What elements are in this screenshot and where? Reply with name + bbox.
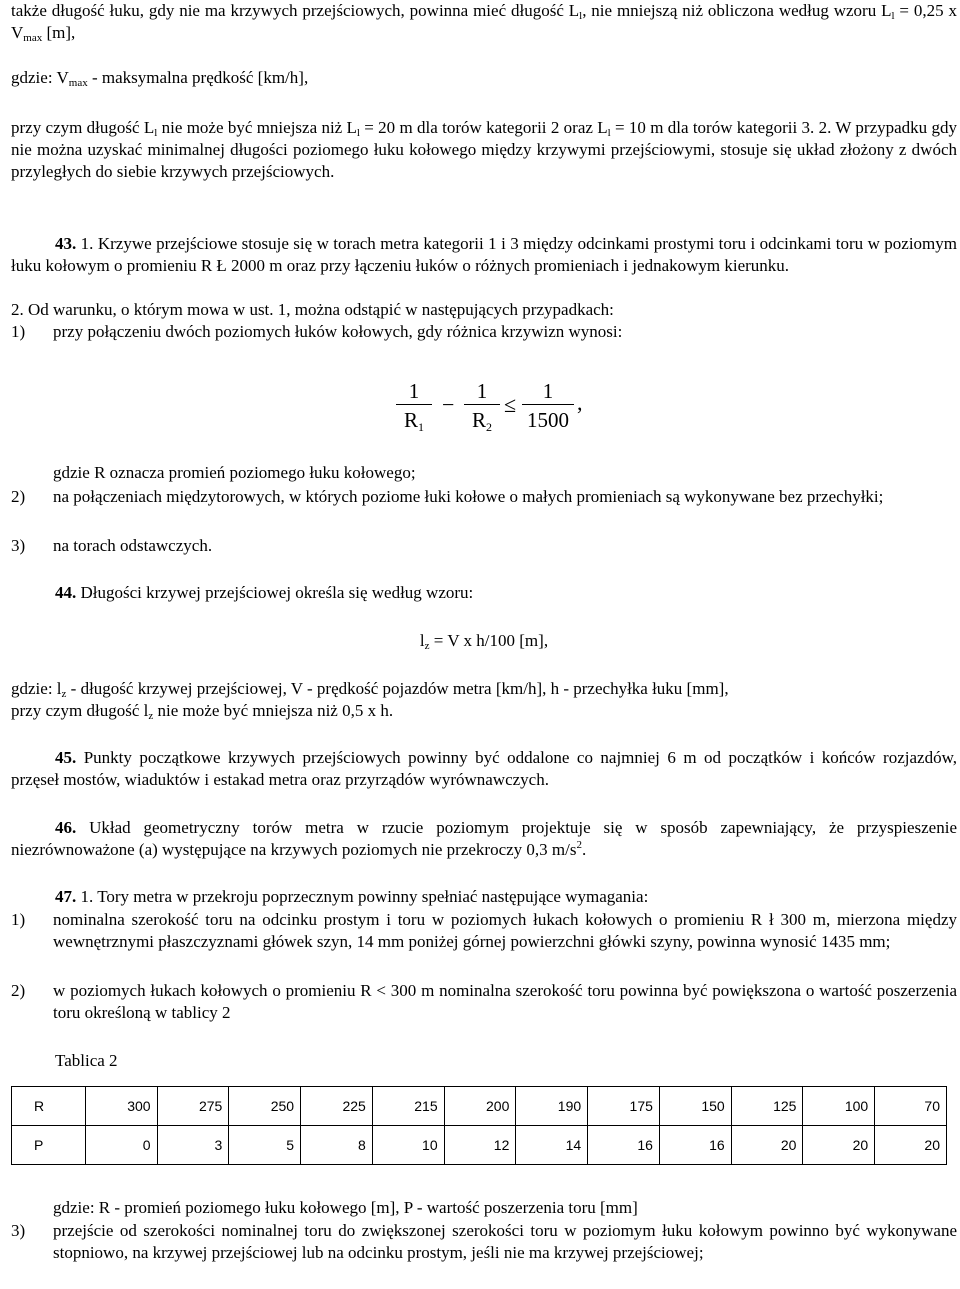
fraction-1-over-r2	[464, 378, 500, 435]
minus-sign: −	[442, 392, 455, 417]
table-row	[12, 1087, 947, 1126]
table-cell: 3	[157, 1126, 229, 1165]
list-number: 2)	[11, 981, 26, 1000]
paragraph-min-length	[11, 117, 957, 183]
numerator: 1	[542, 379, 554, 403]
table-cell: R	[12, 1087, 86, 1126]
list-text: na torach odstawczych.	[53, 536, 213, 555]
denominator: $R_1$	[403, 408, 424, 434]
numerator: 1	[476, 379, 488, 403]
section-number: 45.	[55, 748, 77, 767]
section-43	[11, 233, 957, 277]
section-45	[11, 747, 957, 791]
section-number: 43.	[55, 234, 77, 253]
text: Punkty początkowe krzywych przejściowych powinny być oddalone co najmniej 6 m od początków i końców rozjazdów, przęseł mostów, wiaduktów i estakad metra oraz przyrządów wyrównawczych.	[11, 748, 957, 789]
text: 1. Tory metra w przekroju poprzecznym powinny spełniać następujące wymagania:	[76, 887, 649, 906]
section-number: 44.	[55, 583, 77, 602]
table-cell: 275	[157, 1087, 229, 1126]
curvature-formula	[396, 378, 616, 442]
section-47	[11, 886, 957, 908]
subscript: l	[154, 127, 158, 139]
section-number: 46.	[55, 818, 77, 837]
denominator: $R_2$	[471, 408, 492, 434]
list-text: przy połączeniu dwóch poziomych łuków kołowych, gdy różnica krzywizn wynosi:	[53, 322, 623, 341]
list-text: przejście od szerokości nominalnej toru do zwiększonej szerokości toru w poziomym łuku kołowym powinno być wykonywane stopniowo, na krzywej przejściowej lub na odcinku prostym, jeśli nie ma krzywej przejściowej;	[53, 1221, 957, 1262]
text: nie może być mniejsza niż L	[157, 118, 357, 137]
text: = 0,25 x V	[11, 1, 957, 42]
table-cell: 215	[372, 1087, 444, 1126]
section-44	[11, 582, 957, 604]
less-equal-sign: ≤	[504, 392, 517, 417]
text: także długość łuku, gdy nie ma krzywych przejściowych, powinna mieć długość L	[11, 1, 580, 20]
subscript: l	[607, 127, 611, 139]
table-cell: 150	[659, 1087, 731, 1126]
text: 2. Od warunku, o którym mowa w ust. 1, można odstąpić w następujących przypadkach:	[11, 300, 614, 319]
subscript: max	[23, 32, 43, 44]
table-title: Tablica 2	[55, 1051, 118, 1070]
list-number: 3)	[11, 1221, 26, 1240]
table-note: gdzie: R - promień poziomego łuku kołowego [m], P - wartość poszerzenia toru [mm]	[53, 1198, 638, 1217]
transition-length-formula: $l_z = V$ x h/100 [m],	[419, 631, 549, 652]
paragraph-arc-length	[11, 0, 957, 44]
paragraph-vmax-definition	[11, 67, 957, 89]
table-cell: 190	[516, 1087, 588, 1126]
table-cell: 70	[875, 1087, 947, 1126]
list-text: na połączeniach międzytorowych, w których poziome łuki kołowe o małych promieniach są wykonywane bez przechyłki;	[53, 487, 884, 506]
table-cell: P	[12, 1126, 86, 1165]
subscript: l	[579, 10, 583, 22]
subscript: l	[891, 10, 895, 22]
list-item	[11, 1220, 957, 1264]
table-cell: 8	[301, 1126, 373, 1165]
list-item	[11, 486, 957, 508]
table-cell: 16	[659, 1126, 731, 1165]
table-cell: 225	[301, 1087, 373, 1126]
text: gdzie: V	[11, 68, 69, 87]
text: gdzie R oznacza promień poziomego łuku kołowego;	[53, 463, 416, 482]
table-cell: 20	[803, 1126, 875, 1165]
text: [m],	[42, 23, 76, 42]
text: = 10 m dla torów kategorii 3. 2. W przypadku gdy nie można uzyskać minimalnej długości poziomego łuku kołowego między krzywymi przejściowymi, stosuje się układ złożony z dwóch przyległych do siebie krzywych przejściowych.	[11, 118, 957, 181]
table-cell: 175	[588, 1087, 660, 1126]
text: 1. Krzywe przejściowe stosuje się w torach metra kategorii 1 i 3 między odcinkami prostymi toru i odcinkami toru w poziomym łuku kołowym o promieniu R Ł 2000 m oraz przy łączeniu łuków o różnych promieniach i jednakowym kierunku.	[11, 234, 957, 275]
superscript: 2	[576, 839, 582, 851]
list-text: nominalna szerokość toru na odcinku prostym i toru w poziomych łukach kołowych o promieniu R ł 300 m, mierzona między wewnętrznymi płaszczyznami główek szyn, 14 mm poniżej górnej powierzchni główki szyny, powinna wynosić 1435 mm;	[53, 910, 957, 951]
section-43-paragraph-2	[11, 299, 957, 321]
comma: ,	[577, 390, 583, 415]
formula-explanation	[11, 462, 960, 484]
list-item	[11, 535, 957, 557]
table-cell: 10	[372, 1126, 444, 1165]
table-cell: 16	[588, 1126, 660, 1165]
section-46: 46. Układ geometryczny torów metra w rzucie poziomym projektuje się w sposób zapewniający, że przyspieszenie niezrównoważone (a) występujące na krzywych poziomych nie przekroczy 0,3 $m/s^2$.	[11, 818, 957, 859]
subscript: l	[356, 127, 360, 139]
table-cell: 0	[85, 1126, 157, 1165]
text: Układ geometryczny torów metra w rzucie poziomym projektuje się w sposób zapewniający, że przyspieszenie niezrównoważone (a) występujące na krzywych poziomych nie przekroczy 0,3 m/s	[11, 818, 957, 859]
table-cell: 100	[803, 1087, 875, 1126]
text: - maksymalna prędkość [km/h],	[87, 68, 309, 87]
table-cell: 20	[875, 1126, 947, 1165]
text: , nie mniejszą niż obliczona według wzoru L	[582, 1, 892, 20]
section-44-condition: przy czym długość $l_z$ nie może być mniejsza niż 0,5 x h.	[11, 701, 394, 722]
table-cell: 12	[444, 1126, 516, 1165]
list-item	[11, 321, 957, 343]
table-cell: 5	[229, 1126, 301, 1165]
table-cell: 14	[516, 1126, 588, 1165]
list-number: 2)	[11, 487, 26, 506]
subscript: max	[68, 77, 88, 89]
fraction-1-over-1500	[522, 378, 574, 435]
widening-table	[11, 1086, 947, 1165]
denominator: 1500	[527, 408, 569, 432]
section-44-definitions: gdzie: $l_z$ - długość krzywej przejściowej, V - prędkość pojazdów metra [km/h], h - przechyłka łuku [mm],	[11, 679, 729, 700]
table-cell: 20	[731, 1126, 803, 1165]
text: = 20 m dla torów kategorii 2 oraz L	[359, 118, 608, 137]
list-item	[11, 980, 957, 1024]
text: przy czym długość L	[11, 118, 155, 137]
table-row	[12, 1126, 947, 1165]
table-cell: 200	[444, 1087, 516, 1126]
text: Długości krzywej przejściowej określa się według wzoru:	[76, 583, 474, 602]
numerator: 1	[408, 379, 420, 403]
section-number: 47.	[55, 887, 77, 906]
list-number: 3)	[11, 536, 26, 555]
list-number: 1)	[11, 322, 26, 341]
list-number: 1)	[11, 910, 26, 929]
list-item	[11, 909, 957, 953]
fraction-1-over-r1	[396, 378, 432, 435]
table-cell: 300	[85, 1087, 157, 1126]
table-cell: 125	[731, 1087, 803, 1126]
list-text: w poziomych łukach kołowych o promieniu R < 300 m nominalna szerokość toru powinna być powiększona o wartość poszerzenia toru określoną w tablicy 2	[53, 981, 957, 1022]
table-cell: 250	[229, 1087, 301, 1126]
